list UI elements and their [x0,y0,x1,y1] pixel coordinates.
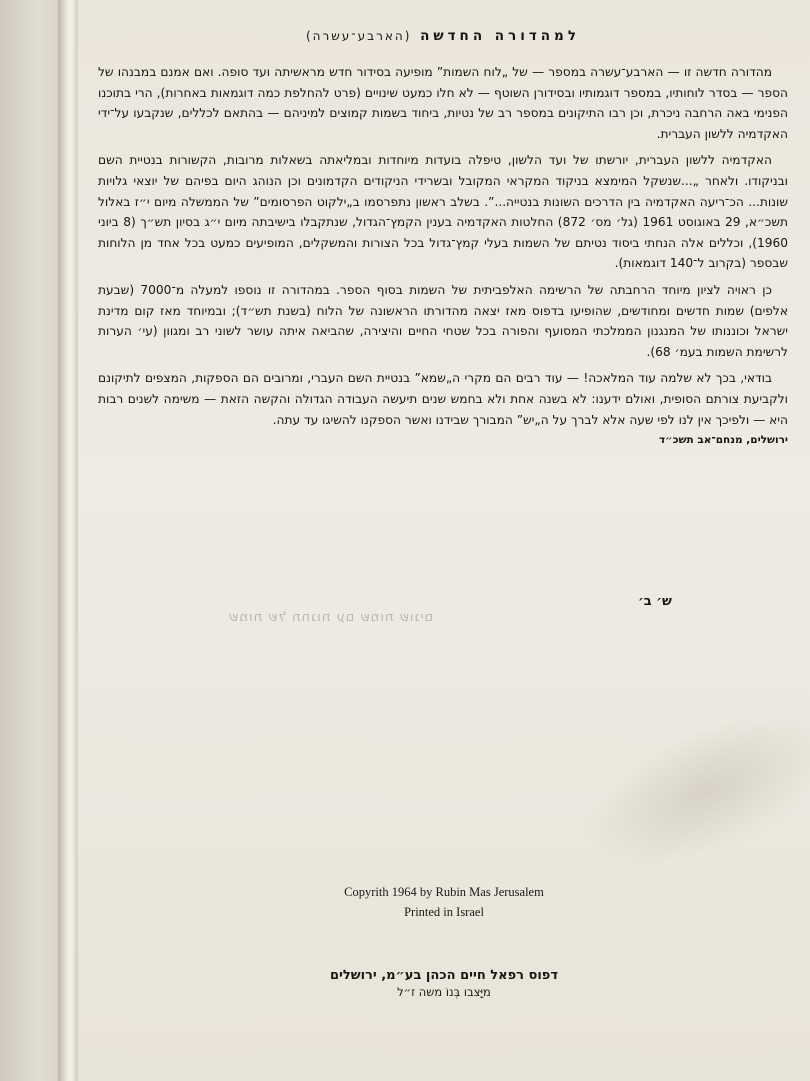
paragraph-2: האקדמיה ללשון העברית, יורשתו של ועד הלשון, טיפלה בועדות מיוחדות ובמליאתה בשאלות מרובות, הקשורות בנטיית השם ובניקודו. ולאחר „...שנשקל המימצא בניקוד המקראי המקובל ובשרידי הניקודים הקדמונים וכן הנוהג היום בפיהם של יוצאי גלויות שונות... הכ־ריעה האקדמיה בין הדרכים השונות בנטייה...”. בשלב ראשון נתפרסמו ב„ילקוט הפרסומים” של הממשלה מיום י״ז באלול תשכ״א, 29 באוגוסט 1961 (גל׳ מס׳ 872) החלטות האקדמיה בענין הקמץ־הגדול, שנתקבלו בישיבתה מיום י״ג בסיון תש״ך (8 ביוני 1960), וכללים אלה הנחתי ביסוד נטיתם של השמות בעלי קמץ־גדול בכל הצורות והמשקלים, המופיעים כמעט בכל אחד מן הלוחות שבספר (בקרוב ל־140 דוגמאות). [98,153,788,271]
printer-owner: מיָּצבו בְּנוֹ משה ז״ל [397,985,491,999]
book-page [78,0,810,1081]
printed-in-line: Printed in Israel [404,905,484,919]
copyright-notice [78,882,810,922]
page-shadow [565,681,810,900]
preface-text-block [98,28,788,446]
paragraph-4: בודאי, בכך לא שלמה עוד המלאכה! — עוד רבים הם מקרי ה„שמא” בנטיית השם העברי, ומרובים הם הספקות, המצפים לתיקונם ולקביעת צורתם הסופית, ואולם ידענו: לא בשנה אחת ולא בחמש שנים תיעשה העבודה הגדולה והקשה הזאת — משימה לשנים רבות היא — ולפיכך אין לנו לפי שעה אלא לברך על ה„יש” המבורך שבידנו ואשר הספקנו להשיגו עד עתה. [98,371,788,427]
page-heading [98,28,788,44]
bleed-through-text: שמות של תחנות עם שמות שונים [228,610,434,625]
paragraph-1: מהדורה חדשה זו — הארבע־עשרה במספר — של „לוח השמות” מופיעה בסידור חדש מראשיתה ועד סופה. ואם אמנם במבנהו של הספר — בסדר לוחותיו, במספר דוגמותיו ובסידורן השוטף — לא חלו כמעט שינויים (פרט להחלפת כמה דוגמאות באחרות), הרי בתוכנו הפנימי באה הרחבה ניכרת, וכן רבו התיקונים במספר רב של נטיות, ביחוד בשמות קמוצים למיניהם — בהתאם לכללים, שנקבעו על־ידי האקדמיה ללשון העברית. [98,65,788,141]
printer-imprint [78,968,810,999]
heading-subtitle: (הארבע־עשרה) [306,29,412,43]
signoff-place-date: ירושלים, מנחם־אב תשכ״ד [658,434,788,447]
printer-name: דפוס רפאל חיים הכהן בע״מ, ירושלים [329,968,559,983]
copyright-line: Copyrith 1964 by Rubin Mas Jerusalem [344,885,544,899]
book-spine [58,0,80,1081]
paragraph-3: כן ראויה לציון מיוחד הרחבתה של הרשימה האלפביתית של השמות בסוף הספר. במהדורה זו נוספו למעלה מ־7000 (שבעת אלפים) שמות חדשים ומחודשים, שהופיעו בדפוס מאז יצאה מהדורתו הראשונה של הלוח (בשנת תש״ד); ובמיוחד מאז קום מדינת ישראל וכוננותו של המנגנון הממלכתי המסועף והפורה בכל שטחי החיים והיצירה, שהביאה איתה עושר לשוני רב ומגוון (עי׳ הערות לרשימת השמות בעמ׳ 68). [98,282,788,359]
author-initials: ש׳ ב׳ [638,594,672,609]
heading-title: למהדורה החדשה [420,28,580,44]
